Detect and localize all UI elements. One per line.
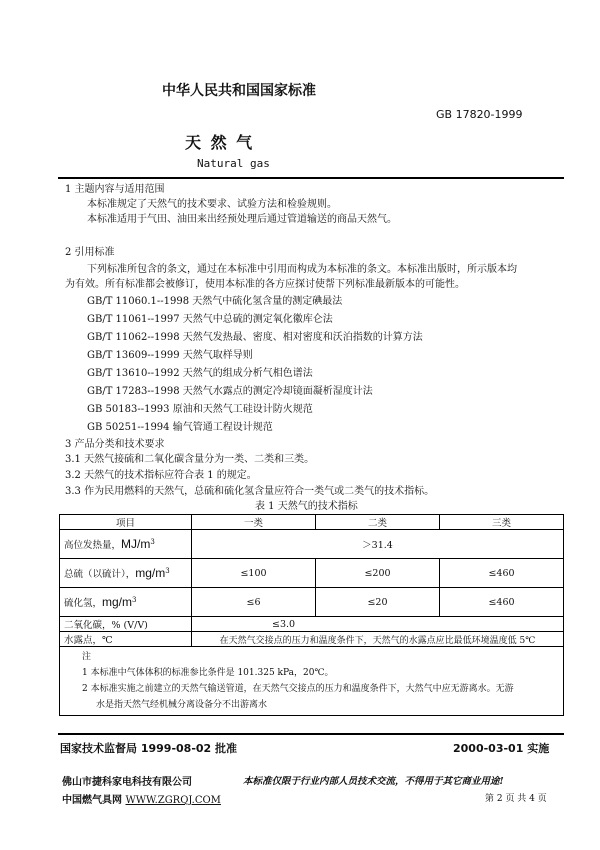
implementation-date: 2000-03-01 实施 — [453, 742, 550, 755]
section-2-para-line-1: 下列标准所包含的条文，通过在本标准中引用而构成为本标准的条文。本标准出版时，所示版本均 — [87, 264, 517, 275]
reference-item: GB 50251--1994 输气管通工程设计规范 — [87, 422, 273, 433]
row-value: ≤3.0 — [192, 617, 564, 632]
row-label-text: 高位发热量， — [64, 540, 122, 551]
clause-3-3: 3.3 作为民用燃料的天然气，总硫和硫化氢含量应符合一类气或二类气的技术指标。 — [65, 486, 435, 497]
footer-divider — [58, 733, 564, 735]
reference-item: GB 50183--1993 原油和天然气工硅设计防火规范 — [87, 404, 313, 415]
page-title-en: Natural gas — [197, 157, 270, 170]
page-number: 第 2 页 共 4 页 — [485, 794, 547, 804]
reference-item: GB/T 13610--1992 天然气的组成分析气相色谱法 — [87, 368, 313, 379]
row-value: ＞31.4 — [192, 530, 564, 559]
row-label: 二氧化碳，% (V/V) — [60, 617, 192, 632]
note-2-line-2: 水是指天然气经机械分离设备分不出游离水 — [96, 700, 268, 710]
table-header-cell: 一类 — [192, 515, 316, 530]
note-2-line-1: 2 本标准实施之前建立的天然气输送管道，在天然气交接点的压力和温度条件下，大然气中应无游离水。无游 — [82, 684, 514, 694]
note-1: 1 本标准中气体体积的标准参比条件是 101.325 kPa，20℃。 — [82, 668, 334, 678]
table-header-cell: 三类 — [440, 515, 564, 530]
table-caption: 表 1 天然气的技术指标 — [255, 501, 358, 512]
row-value: ≤6 — [192, 588, 316, 617]
section-2-para-line-2: 为有效。所有标准都会被修订，使用本标准的各方应探讨使帮下列标准最新版本的可能性。 — [65, 279, 465, 290]
table-row — [60, 617, 564, 632]
row-value: 在天然气交接点的压力和温度条件下，天然气的水露点应比最低环境温度低 5℃ — [192, 632, 564, 647]
site-label: 中国燃气具网 — [62, 795, 122, 806]
clause-3-2: 3.2 天然气的技术指标应符合表 1 的规定。 — [65, 470, 257, 481]
table-header-cell: 二类 — [316, 515, 440, 530]
row-label-text: 总硫（以硫计）， — [64, 569, 136, 580]
table-notes — [60, 647, 564, 716]
reference-item: GB/T 17283--1998 天然气水露点的测定冷却镜面凝析湿度计法 — [87, 386, 373, 397]
reference-item: GB/T 11060.1--1998 天然气中硫化氢含量的测定碘最法 — [87, 296, 343, 307]
row-label: 水露点，℃ — [60, 632, 192, 647]
row-value: ≤20 — [316, 588, 440, 617]
reference-item: GB/T 11061--1997 天然气中总硫的测定氧化徽库仑法 — [87, 314, 333, 325]
row-unit-exponent: 3 — [165, 566, 170, 575]
clause-3-1: 3.1 天然气接硫和二氧化碳含量分为一类、二类和三类。 — [65, 454, 315, 465]
usage-notice: 本标准仅限于行业内部人员技术交流，不得用于其它商业用途! — [243, 776, 504, 787]
section-2-heading: 2 引用标准 — [65, 247, 115, 258]
table-row — [60, 632, 564, 647]
standard-code: GB 17820-1999 — [436, 108, 523, 121]
table-notes-row — [60, 647, 564, 716]
row-unit-exponent: 3 — [132, 595, 137, 604]
approval-line: 国家技术监督局 1999-08-02 批准 — [60, 742, 238, 755]
reference-item: GB/T 13609--1999 天然气取样导则 — [87, 350, 253, 361]
table-header-row — [60, 515, 564, 530]
site-credit — [62, 791, 221, 806]
row-unit-exponent: 3 — [150, 537, 155, 546]
table-row — [60, 559, 564, 588]
row-value: ≤100 — [192, 559, 316, 588]
row-label — [60, 559, 192, 588]
section-1-heading: 1 主题内容与适用范围 — [65, 184, 165, 195]
notes-title: 注 — [82, 652, 92, 662]
row-value: ≤200 — [316, 559, 440, 588]
row-label — [60, 530, 192, 559]
row-label-text: 硫化氢， — [64, 598, 103, 609]
table-row — [60, 530, 564, 559]
row-value: ≤460 — [440, 588, 564, 617]
site-link[interactable]: WWW.ZGRQJ.COM — [125, 795, 221, 806]
page-title: 天 然 气 — [185, 133, 255, 152]
row-unit: MJ/m — [121, 537, 151, 551]
spec-table — [59, 514, 564, 716]
header-divider — [58, 177, 564, 179]
row-unit: mg/m — [102, 595, 133, 609]
reference-item: GB/T 11062--1998 天然气发热最、密度、相对密度和沃泊指数的计算方法 — [87, 332, 423, 343]
standard-org: 中华人民共和国国家标准 — [162, 83, 316, 99]
table-header-cell: 项目 — [60, 515, 192, 530]
row-value: ≤460 — [440, 559, 564, 588]
row-unit: mg/m — [135, 566, 166, 580]
company-name: 佛山市捷科家电科技有限公司 — [62, 777, 192, 788]
row-label — [60, 588, 192, 617]
section-1-para-2: 本标准适用于气田、油田来出经预处理后通过管道输送的商品天然气。 — [87, 214, 397, 225]
section-3-heading: 3 产品分类和技术要求 — [65, 439, 165, 450]
table-row — [60, 588, 564, 617]
section-1-para-1: 本标准规定了天然气的技术要求、试验方法和检验规则。 — [87, 199, 337, 210]
